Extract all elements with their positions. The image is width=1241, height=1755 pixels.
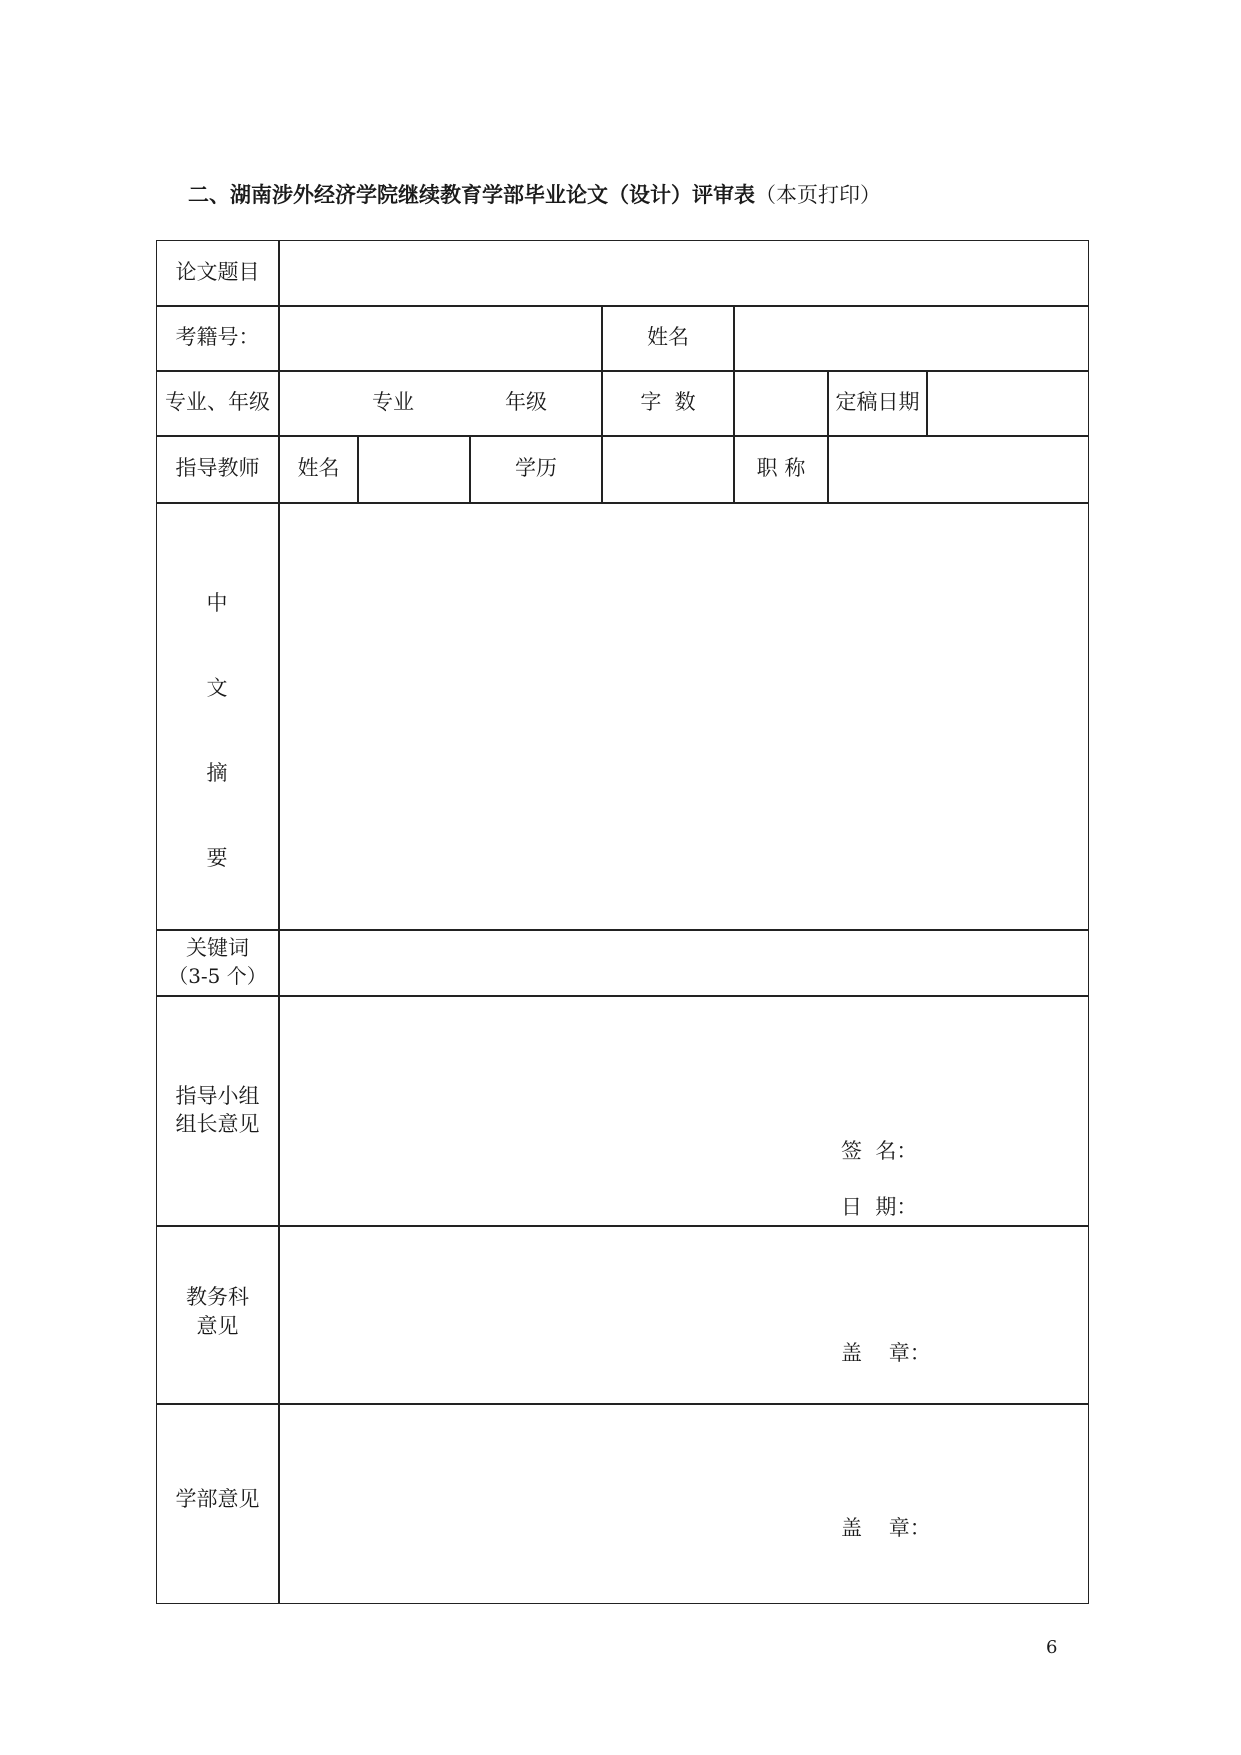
final-date-label: 定稿日期	[835, 390, 920, 414]
abstract-label-char: 中	[206, 591, 228, 615]
major-grade-label: 专业、年级	[165, 390, 270, 414]
stamp-label: 盖 章：	[841, 1516, 931, 1540]
advisor-name-field[interactable]	[359, 437, 468, 501]
group-leader-label-line1: 指导小组	[175, 1084, 260, 1108]
form-title-main: 二、湖南涉外经济学院继续教育学部毕业论文（设计）评审表	[188, 182, 755, 207]
academic-office-label-line2: 意见	[196, 1314, 239, 1338]
thesis-title-field[interactable]	[280, 242, 1087, 304]
academic-office-label-line1: 教务科	[186, 1285, 249, 1309]
word-count-field[interactable]	[735, 372, 826, 434]
keywords-field[interactable]	[280, 931, 1087, 994]
title-rank-label: 职 称	[756, 456, 806, 480]
date-label: 日 期：	[841, 1195, 918, 1219]
signature-label: 签 名：	[841, 1139, 918, 1163]
grade-label: 年级	[505, 390, 547, 414]
education-field[interactable]	[603, 437, 732, 501]
stamp-label: 盖 章：	[841, 1341, 931, 1365]
faculty-opinion-label: 学部意见	[175, 1487, 260, 1511]
academic-office-opinion-field[interactable]	[280, 1227, 1087, 1402]
group-leader-opinion-field[interactable]	[280, 997, 1087, 1224]
keywords-label-line2: （3-5 个）	[168, 964, 267, 988]
advisor-name-label: 姓名	[297, 456, 340, 480]
group-leader-label-line2: 组长意见	[175, 1112, 260, 1136]
page-number: 6	[1046, 1637, 1058, 1658]
form-title	[188, 180, 881, 210]
student-name-field[interactable]	[735, 307, 1087, 369]
keywords-label-line1: 关键词	[186, 936, 249, 960]
abstract-field[interactable]	[280, 504, 1087, 928]
word-count-label: 字 数	[640, 390, 696, 414]
thesis-title-label: 论文题目	[175, 260, 260, 284]
exam-number-label: 考籍号：	[175, 325, 260, 349]
major-label: 专业	[372, 390, 414, 414]
student-name-label: 姓名	[647, 325, 689, 349]
final-date-field[interactable]	[928, 372, 1087, 434]
faculty-opinion-field[interactable]	[280, 1405, 1087, 1602]
title-rank-field[interactable]	[829, 437, 1087, 501]
education-label: 学历	[515, 456, 557, 480]
exam-number-field[interactable]	[280, 307, 600, 369]
abstract-label-char: 文	[206, 676, 228, 700]
advisor-label: 指导教师	[175, 456, 260, 480]
abstract-label-char: 要	[206, 846, 228, 870]
form-title-note: （本页打印）	[755, 183, 881, 207]
abstract-label-char: 摘	[206, 761, 228, 785]
